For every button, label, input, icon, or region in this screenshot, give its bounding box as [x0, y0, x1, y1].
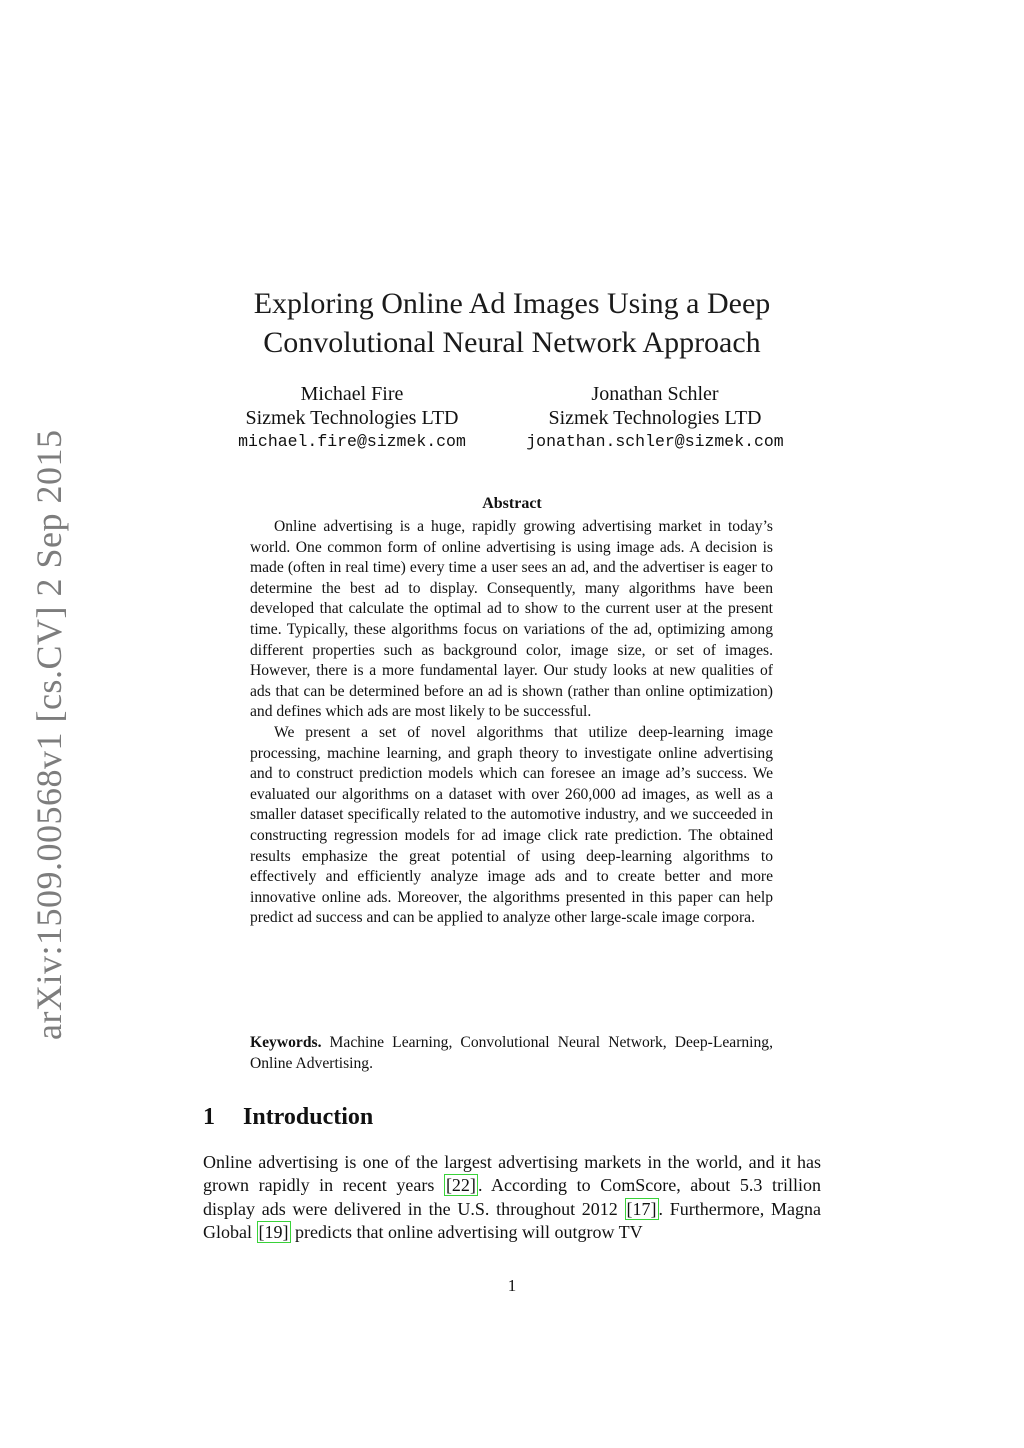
- abstract-paragraph-1: Online advertising is a huge, rapidly growing advertising market in today’s world. One common form of online advertising is using image ads. A decision is made (often in real time) every time a user sees an ad, and the advertiser is eager to determine the best ad to display. Consequently, many algorithms have been developed that calculate the optimal ad to show to the current user at the present time. Typically, these algorithms focus on variations of the ad, optimizing among different properties such as background color, image size, or set of images. However, there is a more fundamental layer. Our study looks at new qualities of ads that can be determined before an ad is shown (rather than online optimization) and defines which ads are most likely to be successful.: [250, 518, 773, 721]
- author-affiliation: Sizmek Technologies LTD: [548, 407, 762, 429]
- arxiv-stamp: arXiv:1509.00568v1 [cs.CV] 2 Sep 2015: [29, 429, 69, 1040]
- citation-link[interactable]: [22]: [445, 1175, 476, 1196]
- author-email: jonathan.schler@sizmek.com: [526, 432, 784, 451]
- author-name: Michael Fire: [300, 383, 404, 405]
- intro-text: Online advertising is one of the largest advertising markets in the world, and it has grown rapidly in recent years: [203, 1152, 821, 1196]
- author-block-1: [222, 382, 482, 454]
- keywords-label: Keywords.: [250, 1034, 322, 1051]
- keywords-text: Machine Learning, Convolutional Neural Network, Deep-Learning, Online Advertising.: [250, 1034, 774, 1072]
- section-heading: [203, 1104, 373, 1131]
- author-email: michael.fire@sizmek.com: [238, 432, 466, 451]
- intro-text: predicts that online advertising will outgrow TV: [290, 1221, 643, 1242]
- citation-link[interactable]: [17]: [626, 1198, 657, 1219]
- title-line-1: Exploring Online Ad Images Using a Deep: [253, 287, 771, 320]
- intro-text: . Furthermore, Magna Global: [203, 1198, 821, 1242]
- author-affiliation: Sizmek Technologies LTD: [245, 407, 459, 429]
- abstract-heading: Abstract: [482, 495, 542, 512]
- abstract-paragraph-2: We present a set of novel algorithms that utilize deep-learning image processing, machine learning, and graph theory to investigate online advertising and to construct prediction models which can foresee an image ad’s success. We evaluated our algorithms on a dataset with over 260,000 ad images, as well as a smaller dataset specifically related to the automotive industry, and we succeeded in constructing regression models for ad image click rate prediction. The obtained results emphasize the great potential of using deep-learning algorithms to effectively and efficiently analyze image ads and to create better and more innovative online ads. Moreover, the algorithms presented in this paper can help predict ad success and can be applied to analyze other large-scale image corpora.: [250, 723, 773, 927]
- intro-text: . According to ComScore, about 5.3 trillion display ads were delivered in the U.S. throughout 2012: [203, 1175, 822, 1219]
- paper-title: [200, 284, 824, 362]
- citation-link[interactable]: [19]: [258, 1221, 289, 1242]
- title-line-2: Convolutional Neural Network Approach: [263, 326, 761, 359]
- author-block-2: [505, 382, 805, 454]
- page-number: 1: [507, 1276, 517, 1295]
- section-number: 1: [203, 1104, 215, 1130]
- intro-paragraph: [203, 1151, 821, 1244]
- keywords: [250, 1033, 773, 1074]
- section-title: Introduction: [243, 1104, 374, 1130]
- author-name: Jonathan Schler: [591, 383, 719, 405]
- abstract-body: [250, 517, 773, 929]
